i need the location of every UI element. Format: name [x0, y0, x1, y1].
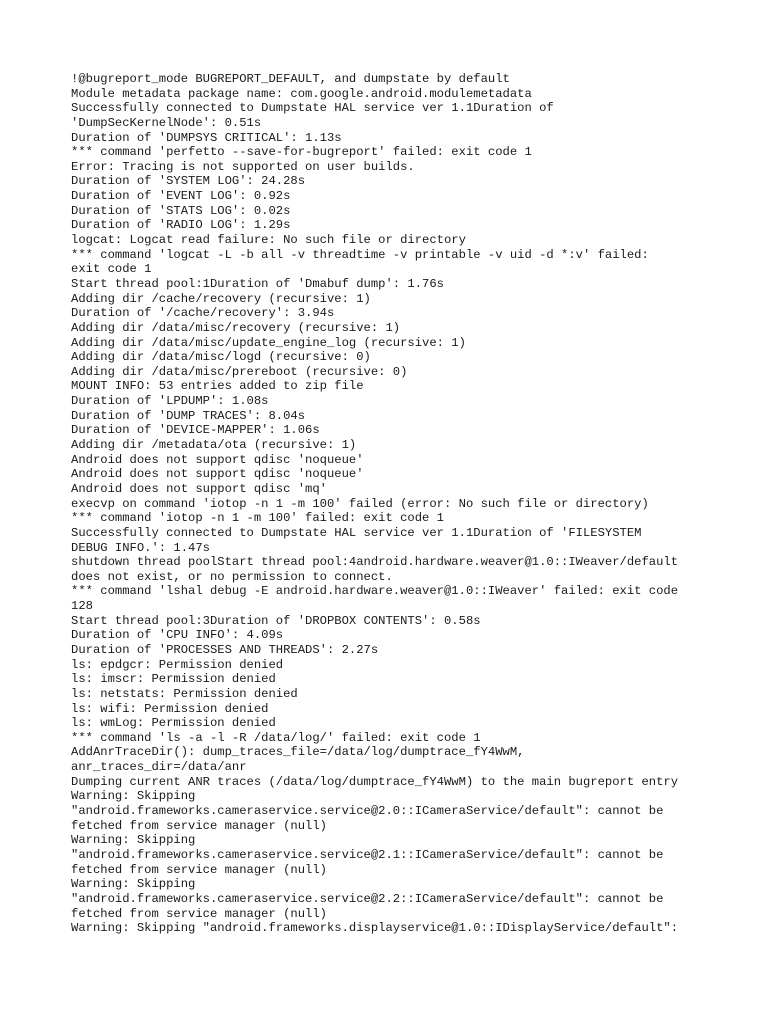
log-line: *** command 'logcat -L -b all -v threadtime -v printable -v uid -d *:v' failed: [71, 247, 649, 262]
log-line: fetched from service manager (null) [71, 906, 327, 921]
log-line: Adding dir /data/misc/logd (recursive: 0) [71, 350, 371, 365]
log-line: Warning: Skipping [71, 877, 196, 892]
log-line: ls: imscr: Permission denied [71, 672, 276, 687]
log-line: Adding dir /data/misc/update_engine_log (recursive: 1) [71, 335, 466, 350]
log-line: Duration of 'STATS LOG': 0.02s [71, 203, 291, 218]
log-line: ls: netstats: Permission denied [71, 686, 298, 701]
log-line: Duration of '/cache/recovery': 3.94s [71, 306, 335, 321]
log-line: Duration of 'EVENT LOG': 0.92s [71, 189, 291, 204]
log-line: 'DumpSecKernelNode': 0.51s [71, 115, 262, 130]
log-line: ls: epdgcr: Permission denied [71, 657, 284, 672]
log-line: Duration of 'LPDUMP': 1.08s [71, 394, 269, 409]
log-line: Adding dir /data/misc/recovery (recursive: 1) [71, 320, 401, 335]
log-line: exit code 1 [71, 262, 152, 277]
log-line: Duration of 'SYSTEM LOG': 24.28s [71, 174, 306, 189]
log-line: Android does not support qdisc 'mq' [71, 481, 327, 496]
log-line: Android does not support qdisc 'noqueue' [71, 467, 364, 482]
log-line: *** command 'lshal debug -E android.hardware.weaver@1.0::IWeaver' failed: exit code [71, 584, 679, 599]
log-line: Error: Tracing is not supported on user builds. [71, 159, 415, 174]
log-line: execvp on command 'iotop -n 1 -m 100' failed (error: No such file or directory) [71, 496, 649, 511]
log-line: *** command 'ls -a -l -R /data/log/' failed: exit code 1 [71, 730, 481, 745]
log-line: AddAnrTraceDir(): dump_traces_file=/data/log/dumptrace_fY4WwM, [71, 745, 525, 760]
log-line: *** command 'iotop -n 1 -m 100' failed: exit code 1 [71, 511, 444, 526]
log-line: anr_traces_dir=/data/anr [71, 760, 247, 775]
log-line: Warning: Skipping [71, 833, 196, 848]
log-line: Duration of 'CPU INFO': 4.09s [71, 628, 284, 643]
log-line: Duration of 'DUMPSYS CRITICAL': 1.13s [71, 130, 342, 145]
log-line: Android does not support qdisc 'noqueue' [71, 452, 364, 467]
log-line: Start thread pool:1Duration of 'Dmabuf dump': 1.76s [71, 276, 444, 291]
log-line: fetched from service manager (null) [71, 862, 327, 877]
bugreport-log-text [71, 72, 711, 936]
log-line: Successfully connected to Dumpstate HAL service ver 1.1Duration of 'FILESYSTEM [71, 525, 642, 540]
log-line: Adding dir /data/misc/prereboot (recursive: 0) [71, 364, 408, 379]
log-line: MOUNT INFO: 53 entries added to zip file [71, 379, 364, 394]
log-line: 128 [71, 599, 93, 614]
log-line: fetched from service manager (null) [71, 818, 327, 833]
log-line: Duration of 'RADIO LOG': 1.29s [71, 218, 291, 233]
log-line: does not exist, or no permission to connect. [71, 569, 393, 584]
log-line: Duration of 'DUMP TRACES': 8.04s [71, 408, 306, 423]
log-line: ls: wmLog: Permission denied [71, 716, 276, 731]
log-line: Warning: Skipping "android.frameworks.displayservice@1.0::IDisplayService/default": [71, 921, 679, 936]
log-line: "android.frameworks.cameraservice.service@2.1::ICameraService/default": cannot be [71, 847, 664, 862]
log-line: Dumping current ANR traces (/data/log/dumptrace_fY4WwM) to the main bugreport entry [71, 774, 679, 789]
log-line: Warning: Skipping [71, 789, 196, 804]
log-line: Adding dir /metadata/ota (recursive: 1) [71, 438, 357, 453]
log-line: !@bugreport_mode BUGREPORT_DEFAULT, and dumpstate by default [71, 72, 510, 86]
log-line: "android.frameworks.cameraservice.service@2.2::ICameraService/default": cannot be [71, 891, 664, 906]
log-line: *** command 'perfetto --save-for-bugreport' failed: exit code 1 [71, 145, 532, 160]
log-line: shutdown thread poolStart thread pool:4android.hardware.weaver@1.0::IWeaver/default [71, 555, 679, 570]
log-line: ls: wifi: Permission denied [71, 701, 269, 716]
log-line: DEBUG INFO.': 1.47s [71, 540, 210, 555]
log-line: Start thread pool:3Duration of 'DROPBOX CONTENTS': 0.58s [71, 613, 481, 628]
log-line: logcat: Logcat read failure: No such file or directory [71, 233, 466, 248]
log-line: Module metadata package name: com.google.android.modulemetadata [71, 86, 532, 101]
log-line: "android.frameworks.cameraservice.service@2.0::ICameraService/default": cannot be [71, 804, 664, 819]
log-line: Adding dir /cache/recovery (recursive: 1) [71, 291, 371, 306]
log-line: Duration of 'PROCESSES AND THREADS': 2.27s [71, 642, 379, 657]
log-line: Duration of 'DEVICE-MAPPER': 1.06s [71, 423, 320, 438]
log-line: Successfully connected to Dumpstate HAL service ver 1.1Duration of [71, 101, 554, 116]
